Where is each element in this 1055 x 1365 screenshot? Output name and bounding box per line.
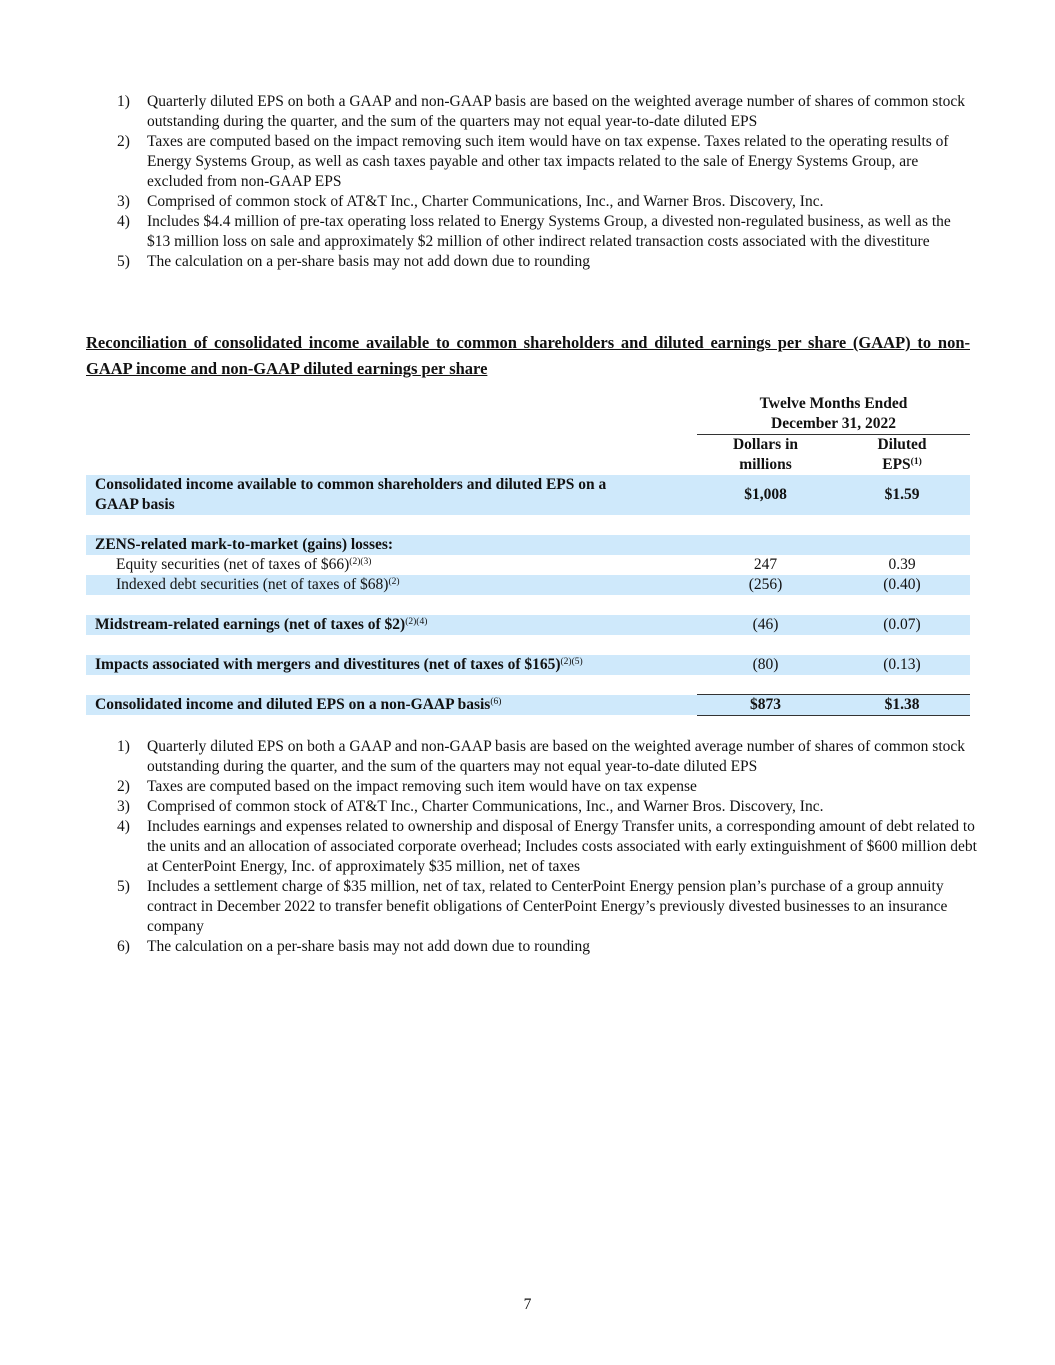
column-header-dollars-line1: Dollars in [732,436,799,453]
footnote-item [117,252,977,272]
row-eps: $1.38 [884,696,920,713]
footnote-item [117,777,977,797]
footnote-ref: (2) [388,576,400,587]
footnote-item [117,937,977,957]
row-label [86,555,666,575]
footnote-item [117,192,977,212]
row-label [86,655,706,675]
column-header-eps-text: EPS [882,456,911,473]
footnote-number: 3) [117,193,130,210]
footnote-ref: (2)(3) [349,556,372,567]
column-header-eps [834,435,970,476]
footnote-number: 1) [117,738,130,755]
footnote-text: Quarterly diluted EPS on both a GAAP and non-GAAP basis are based on the weighted average number of shares of common stock outstanding during the quarter, and the sum of the quarters may not equal year-to-date diluted EPS [147,93,966,130]
row-label-text: Impacts associated with mergers and divestitures (net of taxes of $165) [95,656,561,673]
footnote-number: 4) [117,213,130,230]
footnote-ref: (2)(4) [405,616,428,627]
footnote-text: Comprised of common stock of AT&T Inc., Charter Communications, Inc., and Warner Bros. Discovery, Inc. [147,193,824,210]
footnote-item [117,132,977,192]
column-header-dollars-line2: millions [739,456,792,473]
table-row-midstream [86,615,970,635]
row-label [86,695,666,715]
row-label-text: Equity securities (net of taxes of $66) [116,556,350,573]
footnote-ref: (6) [490,696,502,707]
table-row-gaap [86,475,970,515]
row-dollars: (46) [752,616,779,633]
period-header [697,394,970,435]
footnote-text: Includes $4.4 million of pre-tax operating loss related to Energy Systems Group, a divested non-regulated business, as well as the $13 million loss on sale and approximately $2 million of other indirect related transaction costs associated with the divestiture [147,213,951,250]
column-header-eps-line1: Diluted [877,436,927,453]
footnote-number: 2) [117,133,130,150]
column-header-dollars [697,435,834,476]
footnotes-bottom [117,737,977,957]
row-label-text: Midstream-related earnings (net of taxes of $2) [95,616,406,633]
footnote-item [117,797,977,817]
footnote-text: Taxes are computed based on the impact removing such item would have on tax expense. Taxes related to the operating results of Energy Systems Group, as well as cash taxes payable and other tax impacts related to the sale of Energy Systems Group, are excluded from non-GAAP EPS [147,133,949,190]
footnote-item [117,212,977,252]
footnote-item [117,877,977,937]
row-label-line1: Consolidated income available to common shareholders and diluted EPS on a [95,476,607,493]
total-rule-bottom [697,715,970,716]
row-dollars: $873 [750,696,781,713]
row-eps: (0.40) [883,576,921,593]
footnote-number: 5) [117,878,130,895]
table-row-zens-header [86,535,970,555]
row-eps: $1.59 [884,486,920,503]
row-dollars: (80) [752,656,779,673]
footnote-item [117,817,977,877]
row-eps: (0.07) [883,616,921,633]
footnotes-top [117,92,977,272]
footnote-text: Quarterly diluted EPS on both a GAAP and non-GAAP basis are based on the weighted average number of shares of common stock outstanding during the quarter, and the sum of the quarters may not equal year-to-date diluted EPS [147,738,966,775]
table-row-equity-securities [86,555,970,575]
table-row-non-gaap-total [86,695,970,715]
footnote-text: Includes earnings and expenses related to ownership and disposal of Energy Transfer units, a corresponding amount of debt related to the units and an allocation of associated corporate overhead; Includes costs associated with early extinguishment of $600 million debt at CenterPoint Energy, Inc. of approximately $35 million, net of taxes [147,818,977,875]
footnote-item [117,737,977,777]
footnote-number: 5) [117,253,130,270]
footnote-number: 6) [117,938,130,955]
footnote-text: Comprised of common stock of AT&T Inc., Charter Communications, Inc., and Warner Bros. Discovery, Inc. [147,798,824,815]
period-header-line1: Twelve Months Ended [759,395,908,412]
footnote-text: The calculation on a per-share basis may not add down due to rounding [147,253,591,270]
row-dollars: $1,008 [744,486,787,503]
row-eps: 0.39 [888,556,916,573]
footnote-number: 4) [117,818,130,835]
row-label-text: Consolidated income and diluted EPS on a non-GAAP basis [95,696,491,713]
row-label-line2: GAAP basis [95,496,175,513]
section-heading: Reconciliation of consolidated income available to common shareholders and diluted earnings per share (GAAP) to non-GAAP income and non-GAAP diluted earnings per share [86,333,970,378]
table-row-indexed-debt [86,575,970,595]
footnote-ref: (2)(5) [560,656,583,667]
row-label: ZENS-related mark-to-market (gains) losses: [95,536,394,553]
footnote-number: 2) [117,778,130,795]
page-number: 7 [523,1296,532,1313]
footnote-text: Taxes are computed based on the impact removing such item would have on tax expense [147,778,697,795]
footnote-number: 1) [117,93,130,110]
row-label [86,575,666,595]
footnote-text: Includes a settlement charge of $35 million, net of tax, related to CenterPoint Energy pension plan’s purchase of a group annuity contract in December 2022 to transfer benefit obligations of CenterPoint Energy’s previously divested businesses to an insurance company [147,878,948,935]
row-eps: (0.13) [883,656,921,673]
footnote-ref: (1) [910,456,922,467]
row-label [86,615,666,635]
row-label-text: Indexed debt securities (net of taxes of $68) [116,576,389,593]
footnote-item [117,92,977,132]
footnote-number: 3) [117,798,130,815]
table-row-mergers-divestitures [86,655,970,675]
row-dollars: (256) [748,576,783,593]
footnote-text: The calculation on a per-share basis may not add down due to rounding [147,938,591,955]
period-header-line2: December 31, 2022 [771,415,896,432]
row-dollars: 247 [753,556,778,573]
column-header-eps-line2 [834,455,970,475]
row-label [86,475,666,515]
